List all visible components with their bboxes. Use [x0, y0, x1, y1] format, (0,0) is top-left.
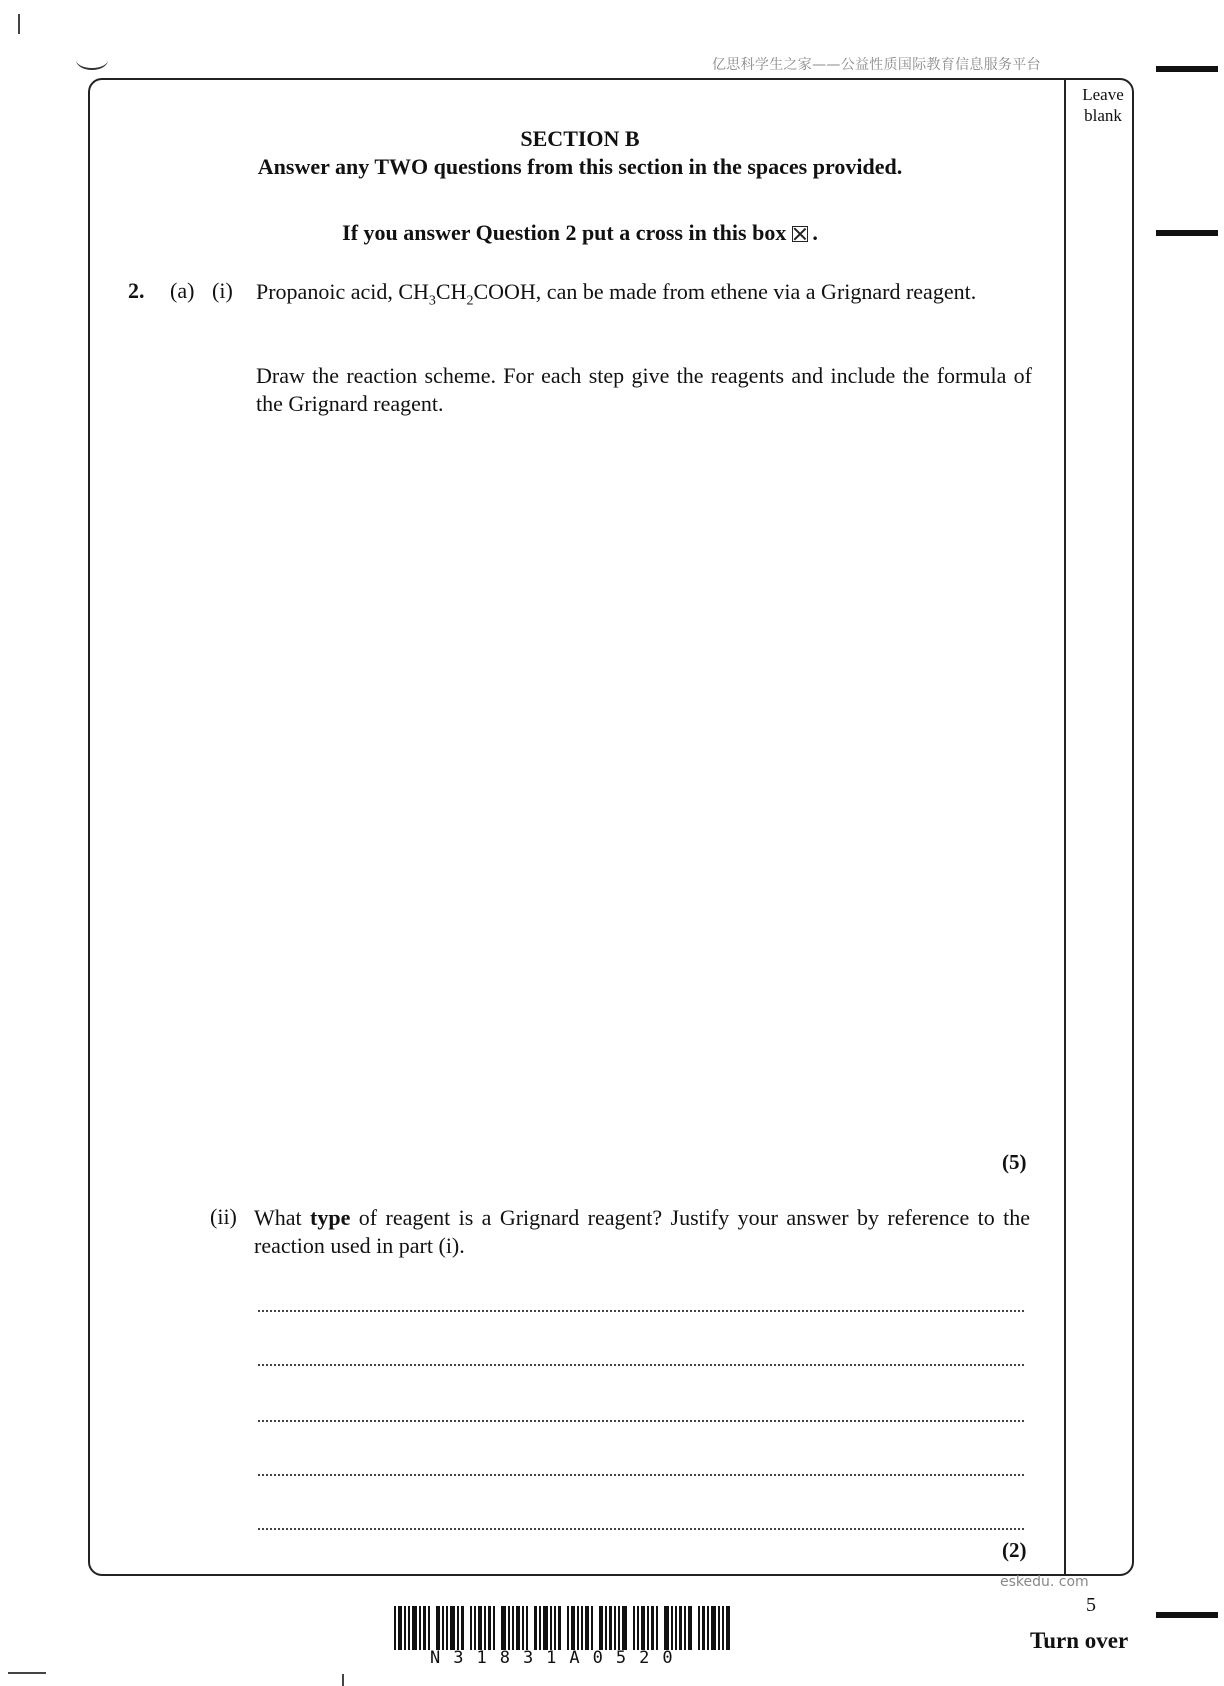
leave-blank-word: Leave — [1082, 85, 1124, 104]
section-title: SECTION B — [520, 126, 640, 151]
question-part: (a) — [170, 278, 195, 303]
question-ii-text-part: What — [254, 1205, 311, 1230]
margin-tick — [8, 1672, 46, 1674]
subpart-label-ii: (ii) — [210, 1204, 237, 1229]
answer-line[interactable] — [258, 1518, 1024, 1530]
cross-prompt-text: If you answer Question 2 put a cross in this box — [342, 220, 787, 245]
watermark: 亿思科学生之家——公益性质国际教育信息服务平台 — [712, 57, 1041, 73]
question-number: 2. — [128, 278, 145, 303]
question-i-text-part: CH — [435, 279, 467, 304]
cross-prompt — [100, 220, 1060, 246]
question-i-text — [256, 278, 1032, 315]
section-instruction: Answer any TWO questions from this section in the spaces provided. — [257, 154, 903, 179]
margin-bar — [1156, 66, 1218, 72]
margin-tick — [342, 1674, 344, 1686]
page-number: 5 — [1086, 1594, 1096, 1616]
question-ii-text — [254, 1204, 1030, 1260]
answer-area-i[interactable] — [256, 430, 1032, 1130]
leave-blank-divider — [1064, 80, 1066, 1574]
margin-bar — [1156, 230, 1218, 236]
question-i-text-part: Propanoic acid, CH — [256, 279, 429, 304]
subscript: 3 — [428, 293, 436, 309]
barcode-digits: N31831A0520 — [430, 1648, 686, 1668]
subscript: 2 — [466, 293, 474, 309]
subpart-label-i: (i) — [212, 278, 233, 303]
barcode — [394, 1606, 826, 1650]
marks-ii: (2) — [1002, 1538, 1027, 1562]
answer-line[interactable] — [258, 1300, 1024, 1312]
margin-tick — [18, 14, 20, 34]
answer-line[interactable] — [258, 1354, 1024, 1366]
answer-line[interactable] — [258, 1410, 1024, 1422]
cross-checkbox[interactable] — [792, 226, 808, 242]
margin-bar — [1156, 1612, 1218, 1618]
leave-blank-label — [1068, 84, 1138, 126]
site-stamp: eskedu. com — [1000, 1574, 1089, 1590]
turn-over: Turn over — [1030, 1628, 1129, 1653]
question-i-text-part: COOH, can be made from ethene via a Grignard reagent. — [473, 279, 977, 304]
question-ii-emphasis: type — [310, 1205, 351, 1230]
question-ii-text-part: of reagent is a Grignard reagent? Justify your answer by reference to the reaction used in part (i). — [254, 1205, 1030, 1258]
binding-arc — [76, 50, 108, 70]
question-i-instruction: Draw the reaction scheme. For each step give the reagents and include the formula of the Grignard reagent. — [256, 363, 1032, 416]
leave-blank-word: blank — [1084, 106, 1122, 125]
marks-i: (5) — [1002, 1150, 1027, 1174]
cross-prompt-suffix: . — [812, 220, 818, 245]
answer-line[interactable] — [258, 1464, 1024, 1476]
